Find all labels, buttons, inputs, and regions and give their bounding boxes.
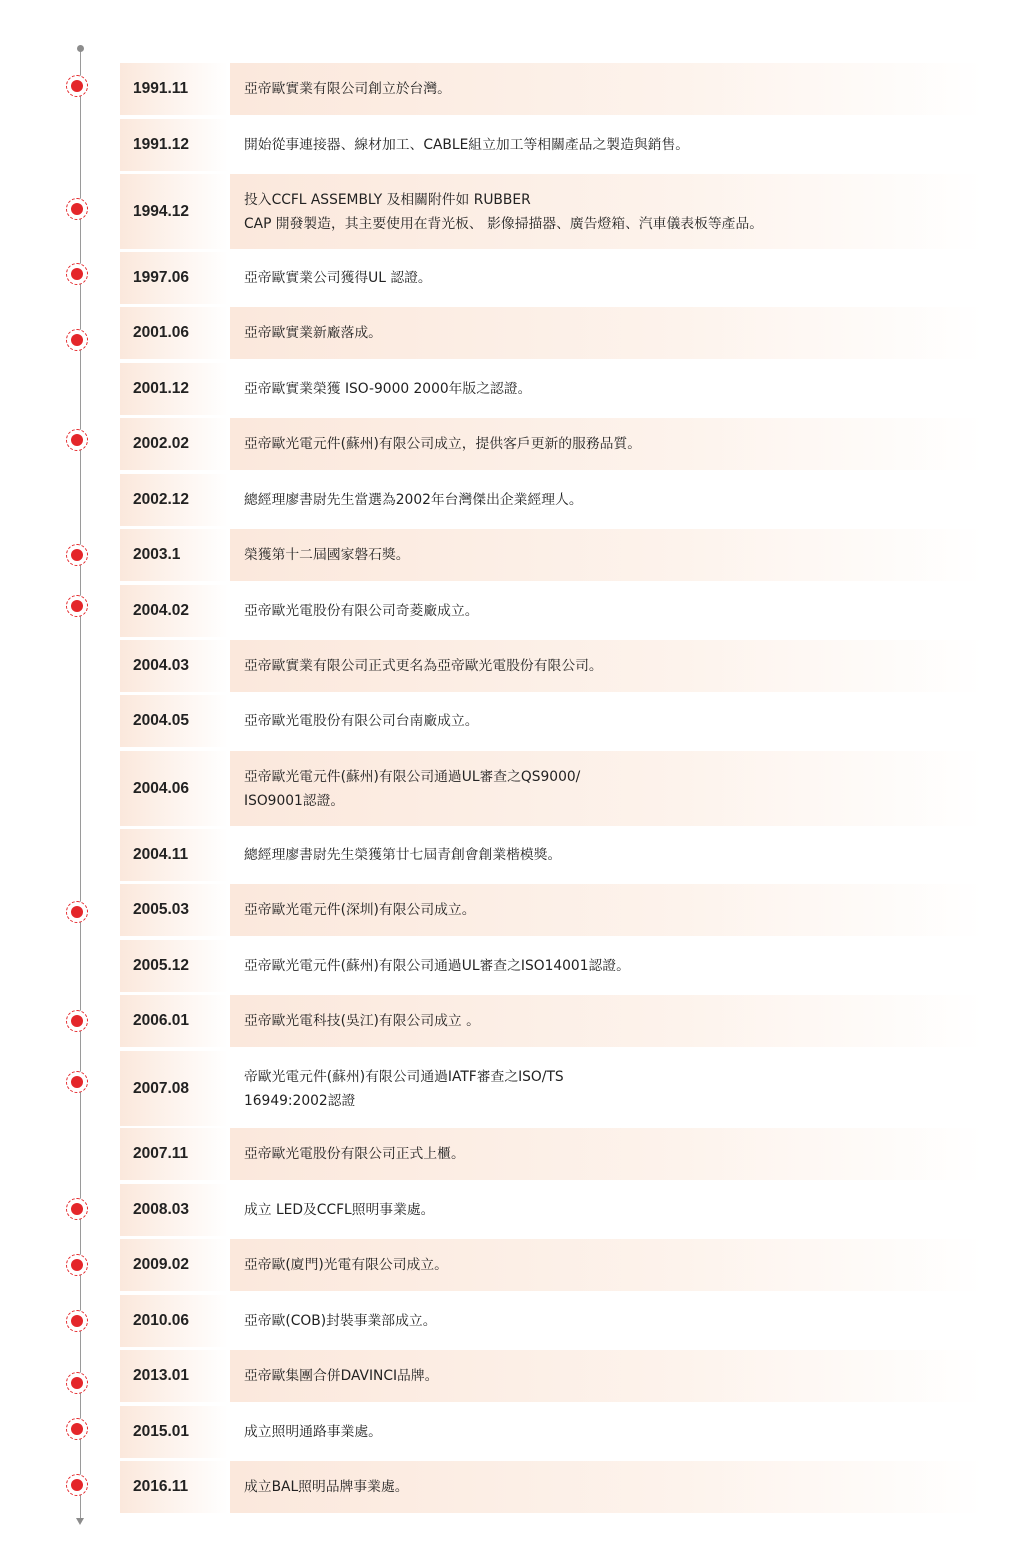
timeline-date: 2016.11 [120, 1461, 228, 1513]
timeline-row [0, 119, 1024, 171]
timeline-row [0, 1184, 1024, 1236]
timeline-description: 亞帝歐光電元件(蘇州)有限公司通過UL審查之QS9000/ ISO9001認證。 [230, 751, 984, 826]
timeline-row [0, 1128, 1024, 1180]
timeline-row [0, 995, 1024, 1047]
timeline-date: 2015.01 [120, 1406, 228, 1458]
timeline-date: 2002.02 [120, 418, 228, 470]
timeline-row [0, 418, 1024, 470]
timeline-description: 亞帝歐實業公司獲得UL 認證。 [244, 270, 432, 286]
timeline-date: 2004.11 [120, 829, 228, 881]
timeline-description: 亞帝歐(廈門)光電有限公司成立。 [230, 1239, 984, 1291]
timeline-date: 2005.12 [120, 940, 228, 992]
timeline-marker-icon [66, 595, 88, 617]
timeline-description: 亞帝歐光電元件(蘇州)有限公司通過UL審查之ISO14001認證。 [244, 958, 630, 974]
timeline-row [0, 585, 1024, 637]
timeline-description: 成立BAL照明品牌事業處。 [230, 1461, 984, 1513]
timeline-date: 1997.06 [120, 252, 228, 304]
timeline-description: 亞帝歐實業有限公司正式更名為亞帝歐光電股份有限公司。 [230, 640, 984, 692]
timeline-date: 2009.02 [120, 1239, 228, 1291]
timeline-marker-icon [66, 429, 88, 451]
timeline-date: 2005.03 [120, 884, 228, 936]
timeline-row [0, 940, 1024, 992]
timeline-row [0, 252, 1024, 304]
timeline-description: 亞帝歐(COB)封裝事業部成立。 [244, 1313, 437, 1329]
timeline-row [0, 529, 1024, 581]
timeline-marker-icon [66, 901, 88, 923]
timeline-description: 亞帝歐集團合併DAVINCI品牌。 [230, 1350, 984, 1402]
timeline-description: 亞帝歐光電科技(吳江)有限公司成立 。 [230, 995, 984, 1047]
timeline-description: 亞帝歐實業新廠落成。 [230, 307, 984, 359]
timeline-description: 榮獲第十二屆國家磐石獎。 [230, 529, 984, 581]
timeline-row [0, 1406, 1024, 1458]
timeline-date: 2006.01 [120, 995, 228, 1047]
timeline-marker-icon [66, 1010, 88, 1032]
timeline-row [0, 63, 1024, 115]
timeline-description: 總經理廖書尉先生榮獲第廿七屆青創會創業楷模獎。 [244, 847, 562, 863]
timeline-marker-icon [66, 1071, 88, 1093]
timeline-date: 2007.11 [120, 1128, 228, 1180]
timeline-date: 2001.06 [120, 307, 228, 359]
timeline-marker-icon [66, 263, 88, 285]
timeline-row [0, 695, 1024, 747]
timeline-date: 2004.06 [120, 751, 228, 826]
timeline-marker-icon [66, 1310, 88, 1332]
timeline-marker-icon [66, 1198, 88, 1220]
timeline-marker-icon [66, 198, 88, 220]
timeline-marker-icon [66, 544, 88, 566]
timeline-date: 2010.06 [120, 1295, 228, 1347]
timeline-row [0, 1461, 1024, 1513]
timeline-description: 成立照明通路事業處。 [244, 1424, 382, 1440]
timeline-date: 1994.12 [120, 174, 228, 249]
timeline-row [0, 884, 1024, 936]
timeline-description: 開始從事連接器、線材加工、CABLE組立加工等相關產品之製造與銷售。 [244, 137, 690, 153]
timeline-date: 2003.1 [120, 529, 228, 581]
timeline-row [0, 751, 1024, 826]
timeline-description: 亞帝歐光電股份有限公司正式上櫃。 [230, 1128, 984, 1180]
timeline-date: 2001.12 [120, 363, 228, 415]
timeline-row [0, 174, 1024, 249]
timeline-marker-icon [66, 75, 88, 97]
timeline-date: 2004.05 [120, 695, 228, 747]
timeline-row [0, 640, 1024, 692]
timeline-description: 亞帝歐實業榮獲 ISO-9000 2000年版之認證。 [244, 381, 532, 397]
timeline-marker-icon [66, 1372, 88, 1394]
timeline-marker-icon [66, 1254, 88, 1276]
timeline-row [0, 474, 1024, 526]
timeline-row [0, 1295, 1024, 1347]
timeline-date: 2004.03 [120, 640, 228, 692]
timeline-description: 亞帝歐光電元件(深圳)有限公司成立。 [230, 884, 984, 936]
timeline-description: 亞帝歐光電股份有限公司台南廠成立。 [244, 713, 479, 729]
timeline-marker-icon [66, 329, 88, 351]
timeline-date: 2004.02 [120, 585, 228, 637]
timeline-date: 2013.01 [120, 1350, 228, 1402]
timeline-marker-icon [66, 1418, 88, 1440]
timeline-date: 1991.12 [120, 119, 228, 171]
timeline-date: 2008.03 [120, 1184, 228, 1236]
timeline-description: 亞帝歐實業有限公司創立於台灣。 [230, 63, 984, 115]
timeline-row [0, 363, 1024, 415]
timeline-row [0, 829, 1024, 881]
timeline-description: 亞帝歐光電元件(蘇州)有限公司成立，提供客戶更新的服務品質。 [230, 418, 984, 470]
timeline-row [0, 1239, 1024, 1291]
timeline-row [0, 1051, 1024, 1126]
timeline-row [0, 307, 1024, 359]
timeline-row [0, 1350, 1024, 1402]
timeline-date: 2002.12 [120, 474, 228, 526]
timeline-description: 成立 LED及CCFL照明事業處。 [244, 1202, 435, 1218]
timeline-description: 總經理廖書尉先生當選為2002年台灣傑出企業經理人。 [244, 492, 583, 508]
timeline-description: 亞帝歐光電股份有限公司奇菱廠成立。 [244, 603, 479, 619]
timeline-date: 1991.11 [120, 63, 228, 115]
timeline-description: 帝歐光電元件(蘇州)有限公司通過IATF審查之ISO/TS 16949:2002認證 [244, 1068, 564, 1109]
timeline-description: 投入CCFL ASSEMBLY 及相關附件如 RUBBER CAP 開發製造，其主要使用在背光板、 影像掃描器、廣告燈箱、汽車儀表板等產品。 [230, 174, 984, 249]
timeline-marker-icon [66, 1474, 88, 1496]
timeline-date: 2007.08 [120, 1051, 228, 1126]
